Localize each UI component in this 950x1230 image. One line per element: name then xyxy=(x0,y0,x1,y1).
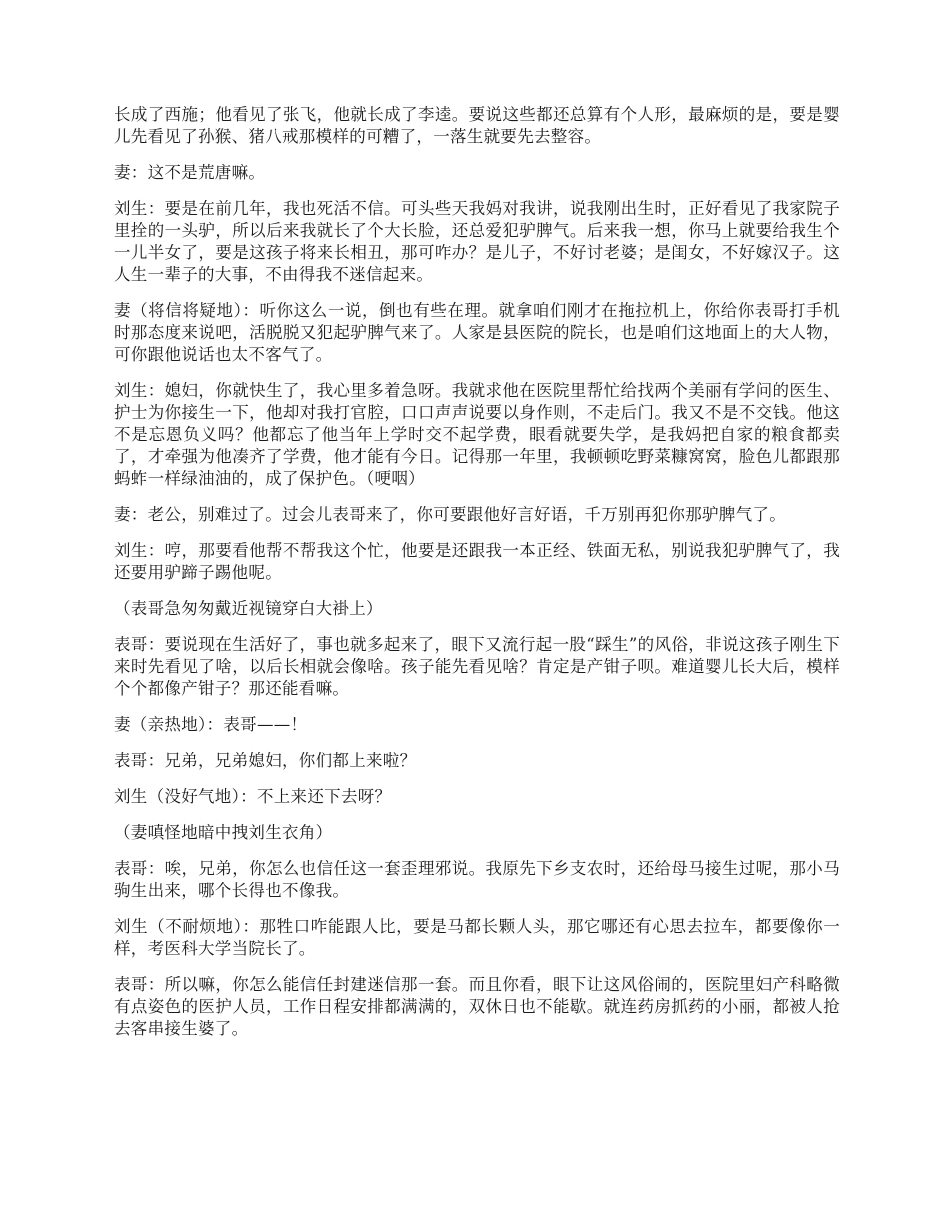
document-page xyxy=(114,104,840,1054)
paragraph: 妻：老公，别难过了。过会儿表哥来了，你可要跟他好言好语，千万别再犯你那驴脾气了。 xyxy=(114,505,786,524)
paragraph: 刘生（没好气地）：不上来还下去呀？ xyxy=(114,787,392,806)
paragraph: 刘生：媳妇，你就快生了，我心里多着急呀。我就求他在医院里帮忙给找两个美丽有学问的医生、护士为你接生一下，他却对我打官腔，口口声声说要以身作则，不走后门。我又不是不交钱。他这不是忘恩负义吗？他都忘了他当年上学时交不起学费，眼看就要失学，是我妈把自家的粮食都卖了，才牵强为他凑齐了学费，他才能有今日。记得那一年里，我顿顿吃野菜糠窝窝，脸色儿都跟那蚂蚱一样绿油油的，成了保护色。（哽咽） xyxy=(114,381,840,488)
paragraph: 妻（将信将疑地）：听你这么一说，倒也有些在理。就拿咱们刚才在拖拉机上，你给你表哥打手机时那态度来说吧，活脱脱又犯起驴脾气来了。人家是县医院的院长，也是咱们这地面上的大人物，可你跟他说话也太不客气了。 xyxy=(114,301,840,364)
paragraph: 长成了西施；他看见了张飞，他就长成了李逵。要说这些都还总算有个人形，最麻烦的是，要是婴儿先看见了孙猴、猪八戒那模样的可糟了，一落生就要先去整容。 xyxy=(114,105,840,146)
paragraph: 刘生：要是在前几年，我也死活不信。可头些天我妈对我讲，说我刚出生时，正好看见了我家院子里拴的一头驴，所以后来我就长了个大长脸，还总爱犯驴脾气。后来我一想，你马上就要给我生个一儿半女了，要是这孩子将来长相丑，那可咋办？是儿子，不好讨老婆；是闺女，不好嫁汉子。这人生一辈子的大事，不由得我不迷信起来。 xyxy=(114,199,840,284)
stage-direction: （妻嗔怪地暗中拽刘生衣角） xyxy=(114,823,333,842)
paragraph: 表哥：要说现在生活好了，事也就多起来了，眼下又流行起一股“踩生”的风俗，非说这孩子刚生下来时先看见了啥，以后长相就会像啥。孩子能先看见啥？肯定是产钳子呗。难道婴儿长大后，模样个个都像产钳子？那还能看嘛。 xyxy=(114,635,840,698)
paragraph: 刘生：哼，那要看他帮不帮我这个忙，他要是还跟我一本正经、铁面无私，别说我犯驴脾气了，我还要用驴蹄子踢他呢。 xyxy=(114,541,840,582)
paragraph: 妻：这不是荒唐嘛。 xyxy=(114,163,266,182)
stage-direction: （表哥急匆匆戴近视镜穿白大褂上） xyxy=(114,599,383,618)
paragraph: 表哥：唉，兄弟，你怎么也信任这一套歪理邪说。我原先下乡支农时，还给母马接生过呢，那小马驹生出来，哪个长得也不像我。 xyxy=(114,859,840,900)
paragraph: 表哥：所以嘛，你怎么能信任封建迷信那一套。而且你看，眼下让这风俗闹的，医院里妇产科略微有点姿色的医护人员，工作日程安排都满满的，双休日也不能歇。就连药房抓药的小丽，都被人抢去客串接生婆了。 xyxy=(114,975,840,1038)
paragraph: 表哥：兄弟，兄弟媳妇，你们都上来啦？ xyxy=(114,751,417,770)
paragraph: 刘生（不耐烦地）：那牲口咋能跟人比，要是马都长颗人头，那它哪还有心思去拉车，都要像你一样，考医科大学当院长了。 xyxy=(114,917,840,958)
paragraph: 妻（亲热地）：表哥——！ xyxy=(114,715,308,734)
